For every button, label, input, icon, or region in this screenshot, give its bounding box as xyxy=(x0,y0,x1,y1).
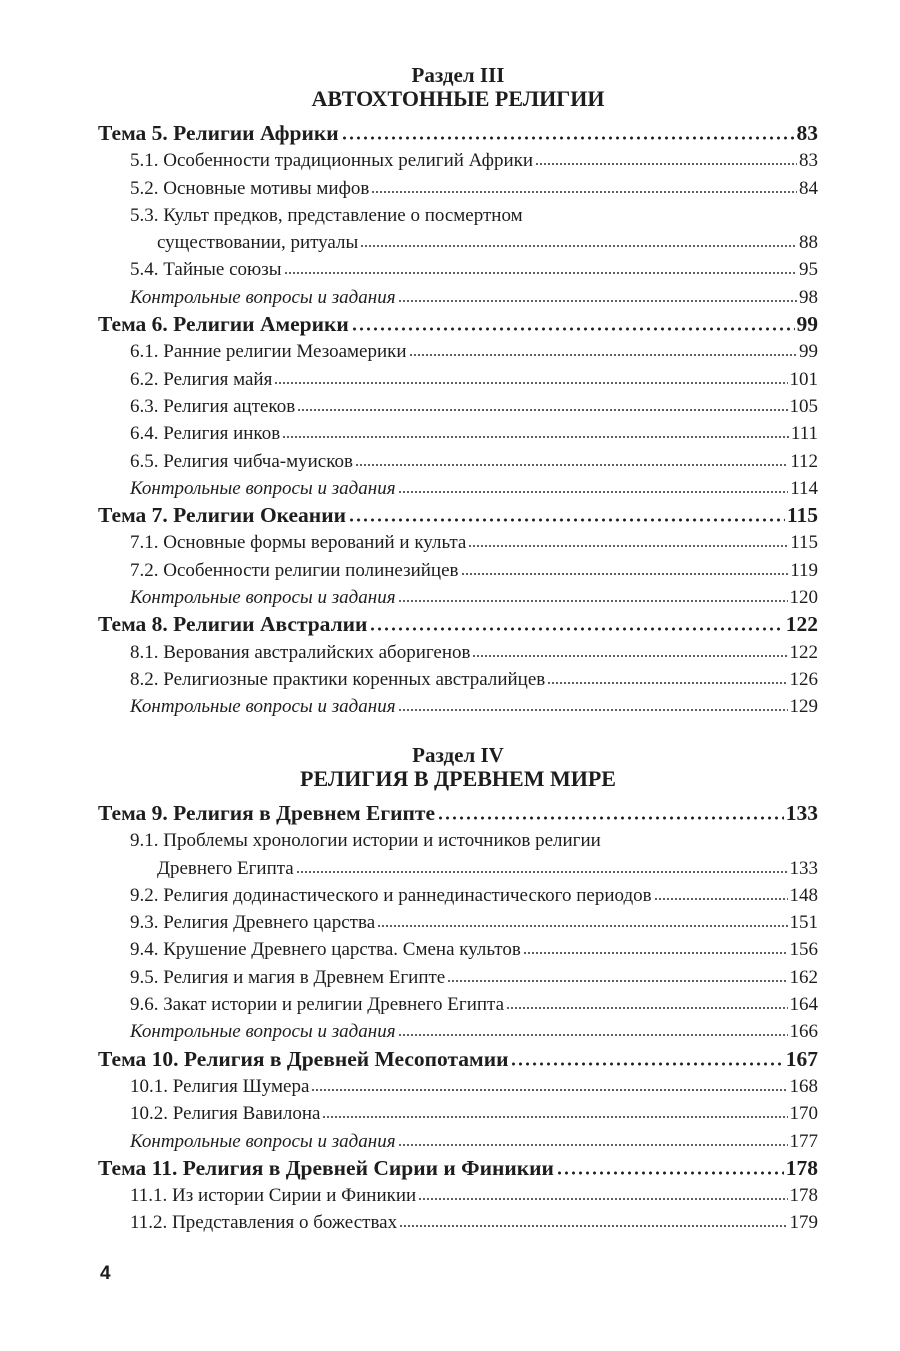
page-ref: 177 xyxy=(789,1130,818,1152)
page-ref: 83 xyxy=(796,121,818,145)
dot-leader xyxy=(437,816,784,820)
questions-entry[interactable] xyxy=(98,1128,818,1155)
dot-leader xyxy=(369,627,783,631)
page-ref: 122 xyxy=(785,612,818,637)
subtopic-entry[interactable] xyxy=(98,827,818,854)
entry-title: Древнего Египта xyxy=(157,857,294,879)
page-ref: 101 xyxy=(789,368,818,390)
entry-title: Контрольные вопросы и задания xyxy=(130,1130,396,1152)
subtopic-entry[interactable] xyxy=(98,229,818,256)
subtopic-entry[interactable] xyxy=(98,393,818,420)
page-ref: 99 xyxy=(796,312,818,337)
entry-title: 7.2. Особенности религии полинезийцев xyxy=(130,559,459,581)
entry-title: 6.1. Ранние религии Мезоамерики xyxy=(130,341,407,363)
subtopic-entry[interactable] xyxy=(98,1073,818,1100)
dot-leader xyxy=(284,271,798,275)
entry-title: 8.1. Верования австралийских аборигенов xyxy=(130,641,471,663)
topic-entry[interactable] xyxy=(98,800,818,827)
dot-leader xyxy=(360,244,797,248)
section-heading xyxy=(98,743,818,791)
page-ref: 99 xyxy=(799,341,818,363)
page-number: 4 xyxy=(100,1263,111,1284)
entry-title: 5.4. Тайные союзы xyxy=(130,259,282,281)
page-ref: 151 xyxy=(789,912,818,934)
subtopic-entry[interactable] xyxy=(98,175,818,202)
dot-leader xyxy=(341,136,795,140)
page-ref: 88 xyxy=(799,232,818,254)
page-ref: 84 xyxy=(799,177,818,199)
entry-title: существовании, ритуалы xyxy=(157,232,359,254)
entry-title: 11.2. Представления о божествах xyxy=(130,1212,398,1234)
page-ref: 119 xyxy=(790,559,818,581)
dot-leader xyxy=(297,408,787,412)
questions-entry[interactable] xyxy=(98,584,818,611)
dot-leader xyxy=(447,979,787,983)
subtopic-entry[interactable] xyxy=(98,991,818,1018)
entry-title: 6.5. Религия чибча-муисков xyxy=(130,450,353,472)
topic-entry[interactable] xyxy=(98,611,818,638)
entry-title: 5.3. Культ предков, представление о посмертном xyxy=(130,204,523,226)
entry-title: 5.2. Основные мотивы мифов xyxy=(130,177,370,199)
page-ref: 166 xyxy=(789,1021,818,1043)
subtopic-entry[interactable] xyxy=(98,1209,818,1236)
page-ref: 178 xyxy=(789,1185,818,1207)
dot-leader xyxy=(282,435,789,439)
page-ref: 168 xyxy=(789,1075,818,1097)
topic-title: Тема 11. Религия в Древней Сирии и Финикии xyxy=(98,1155,554,1180)
page-ref: 133 xyxy=(785,801,818,825)
section-heading xyxy=(98,63,818,111)
dot-leader xyxy=(348,518,785,522)
dot-leader xyxy=(398,1033,788,1037)
page-ref: 156 xyxy=(789,939,818,961)
dot-leader xyxy=(472,654,787,658)
page-ref: 105 xyxy=(789,395,818,417)
section-title: РЕЛИГИЯ В ДРЕВНЕМ МИРЕ xyxy=(300,766,616,791)
page-ref: 98 xyxy=(799,286,818,308)
section-entries xyxy=(98,120,818,721)
dot-leader xyxy=(398,599,788,603)
entry-title: 9.2. Религия додинастического и раннединастического периодов xyxy=(130,884,652,906)
questions-entry[interactable] xyxy=(98,693,818,720)
entry-title: 9.6. Закат истории и религии Древнего Египта xyxy=(130,994,504,1016)
dot-leader xyxy=(547,681,787,685)
entry-title: 9.5. Религия и магия в Древнем Египте xyxy=(130,966,446,988)
page-ref: 111 xyxy=(790,423,818,445)
subtopic-entry[interactable] xyxy=(98,1100,818,1127)
entry-title: Контрольные вопросы и задания xyxy=(130,587,396,609)
subtopic-entry[interactable] xyxy=(98,147,818,174)
entry-title: 11.1. Из истории Сирии и Финикии xyxy=(130,1185,417,1207)
page-ref: 95 xyxy=(799,259,818,281)
subtopic-entry[interactable] xyxy=(98,936,818,963)
entry-title: 9.4. Крушение Древнего царства. Смена культов xyxy=(130,939,521,961)
topic-entry[interactable] xyxy=(98,120,818,147)
topic-title: Тема 8. Религии Австралии xyxy=(98,612,368,637)
topic-entry[interactable] xyxy=(98,1155,818,1182)
page-ref: 83 xyxy=(799,150,818,172)
dot-leader xyxy=(409,353,797,357)
entry-title: 7.1. Основные формы верований и культа xyxy=(130,532,467,554)
page-ref: 112 xyxy=(790,450,818,472)
page-ref: 164 xyxy=(789,994,818,1016)
topic-entry[interactable] xyxy=(98,502,818,529)
dot-leader xyxy=(311,1088,787,1092)
topic-entry[interactable] xyxy=(98,311,818,338)
entry-title: 6.2. Религия майя xyxy=(130,368,273,390)
entry-title: 8.2. Религиозные практики коренных австралийцев xyxy=(130,668,546,690)
dot-leader xyxy=(355,463,788,467)
entry-title: Контрольные вопросы и задания xyxy=(130,286,396,308)
page-ref: 115 xyxy=(790,532,818,554)
entry-title: 5.1. Особенности традиционных религий Африки xyxy=(130,150,534,172)
section-title: АВТОХТОННЫЕ РЕЛИГИИ xyxy=(311,86,605,111)
entry-title: Контрольные вопросы и задания xyxy=(130,696,396,718)
dot-leader xyxy=(398,490,789,494)
dot-leader xyxy=(351,327,795,331)
entry-title: Контрольные вопросы и задания xyxy=(130,477,396,499)
subtopic-entry[interactable] xyxy=(98,448,818,475)
topic-title: Тема 6. Религии Америки xyxy=(98,312,349,337)
subtopic-entry[interactable] xyxy=(98,882,818,909)
dot-leader xyxy=(274,381,787,385)
topic-title: Тема 7. Религии Океании xyxy=(98,503,346,528)
page-ref: 120 xyxy=(789,587,818,609)
subtopic-entry[interactable] xyxy=(98,666,818,693)
entry-title: 6.3. Религия ацтеков xyxy=(130,395,296,417)
dot-leader xyxy=(468,544,788,548)
dot-leader xyxy=(377,924,787,928)
dot-leader xyxy=(398,299,797,303)
subtopic-entry[interactable] xyxy=(98,338,818,365)
subtopic-entry[interactable] xyxy=(98,1182,818,1209)
dot-leader xyxy=(461,572,789,576)
subtopic-entry[interactable] xyxy=(98,529,818,556)
entry-title: 10.1. Религия Шумера xyxy=(130,1075,310,1097)
section-label: Раздел IV xyxy=(412,743,504,767)
dot-leader xyxy=(510,1062,783,1066)
entry-title: 6.4. Религия инков xyxy=(130,423,281,445)
page-ref: 115 xyxy=(786,503,818,528)
page-ref: 162 xyxy=(789,966,818,988)
entry-title: 9.1. Проблемы хронологии истории и источников религии xyxy=(130,830,601,852)
dot-leader xyxy=(418,1197,787,1201)
dot-leader xyxy=(371,190,797,194)
dot-leader xyxy=(506,1006,788,1010)
dot-leader xyxy=(322,1115,787,1119)
dot-leader xyxy=(654,897,788,901)
topic-title: Тема 9. Религия в Древнем Египте xyxy=(98,801,436,825)
subtopic-entry[interactable] xyxy=(98,909,818,936)
subtopic-entry[interactable] xyxy=(98,256,818,283)
topic-title: Тема 5. Религии Африки xyxy=(98,121,339,145)
questions-entry[interactable] xyxy=(98,284,818,311)
dot-leader xyxy=(535,162,797,166)
section-entries xyxy=(98,800,818,1237)
questions-entry[interactable] xyxy=(98,1018,818,1045)
page-ref: 170 xyxy=(789,1103,818,1125)
entry-title: Контрольные вопросы и задания xyxy=(130,1021,396,1043)
dot-leader xyxy=(399,1224,787,1228)
page-ref: 133 xyxy=(789,857,818,879)
subtopic-entry[interactable] xyxy=(98,855,818,882)
topic-title: Тема 10. Религия в Древней Месопотамии xyxy=(98,1046,509,1071)
page-ref: 122 xyxy=(789,641,818,663)
entry-title: 9.3. Религия Древнего царства xyxy=(130,912,376,934)
dot-leader xyxy=(523,951,788,955)
subtopic-entry[interactable] xyxy=(98,366,818,393)
section-label: Раздел III xyxy=(411,63,505,87)
questions-entry[interactable] xyxy=(98,475,818,502)
page-ref: 126 xyxy=(789,668,818,690)
subtopic-entry[interactable] xyxy=(98,639,818,666)
page-ref: 179 xyxy=(789,1212,818,1234)
entry-title: 10.2. Религия Вавилона xyxy=(130,1103,321,1125)
subtopic-entry[interactable] xyxy=(98,964,818,991)
page-ref: 114 xyxy=(790,477,818,499)
subtopic-entry[interactable] xyxy=(98,557,818,584)
dot-leader xyxy=(296,870,788,874)
dot-leader xyxy=(556,1171,784,1175)
dot-leader xyxy=(398,708,788,712)
topic-entry[interactable] xyxy=(98,1046,818,1073)
page-ref: 148 xyxy=(789,884,818,906)
subtopic-entry[interactable] xyxy=(98,420,818,447)
page-ref: 129 xyxy=(789,696,818,718)
page-ref: 178 xyxy=(785,1155,818,1180)
dot-leader xyxy=(398,1143,788,1147)
page-ref: 167 xyxy=(785,1046,818,1071)
subtopic-entry[interactable] xyxy=(98,202,818,229)
